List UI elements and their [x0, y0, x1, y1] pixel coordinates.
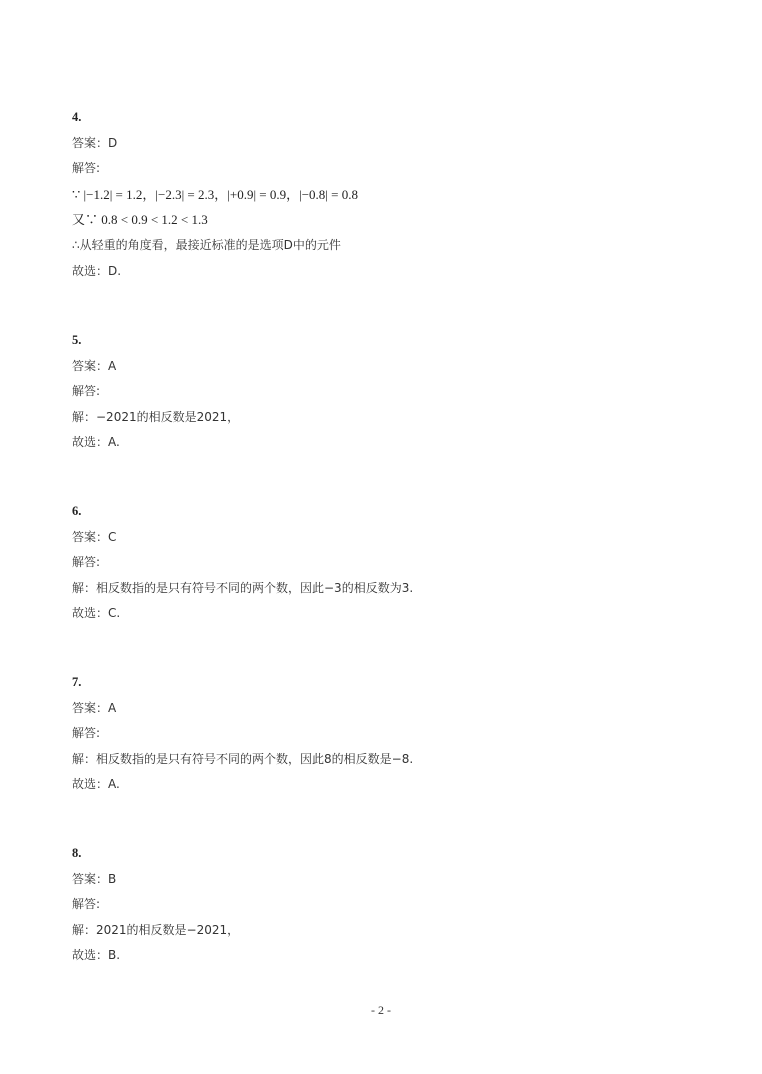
- question-4: [72, 105, 712, 284]
- solution-label: 解答:: [72, 161, 101, 176]
- solution-line: 解：相反数指的是只有符号不同的两个数，因此−3的相反数为3.: [72, 580, 414, 595]
- answer-line: 答案：A: [72, 700, 117, 715]
- question-5: [72, 328, 712, 456]
- solution-line: 解：−2021的相反数是2021，: [72, 409, 240, 424]
- conclusion-line: 故选：B.: [72, 948, 121, 963]
- conclusion-line: 故选：D.: [72, 263, 122, 278]
- question-8: [72, 841, 712, 969]
- question-6: [72, 499, 712, 627]
- question-number: 4.: [72, 110, 82, 124]
- solution-line: ∴从轻重的角度看，最接近标准的是选项D中的元件: [72, 237, 341, 252]
- question-number: 5.: [72, 333, 82, 347]
- solution-line: ∵ |−1.2| = 1.2，|−2.3| = 2.3，|+0.9| = 0.9，|−0.8| = 0.8: [72, 186, 358, 202]
- question-number: 8.: [72, 846, 82, 860]
- answer-line: 答案：A: [72, 358, 117, 373]
- answer-line: 答案：D: [72, 135, 118, 150]
- question-7: [72, 670, 712, 798]
- solution-line: 解：2021的相反数是−2021，: [72, 922, 240, 937]
- solution-line: 解：相反数指的是只有符号不同的两个数，因此8的相反数是−8.: [72, 751, 414, 766]
- conclusion-line: 故选：C.: [72, 606, 121, 621]
- solution-line: 又∵ 0.8 < 0.9 < 1.2 < 1.3: [72, 212, 208, 228]
- solution-label: 解答:: [72, 726, 101, 741]
- solution-label: 解答:: [72, 897, 101, 912]
- question-number: 7.: [72, 675, 82, 689]
- solution-label: 解答:: [72, 555, 101, 570]
- page-number: - 2 -: [371, 1003, 391, 1017]
- question-number: 6.: [72, 504, 82, 518]
- answer-line: 答案：C: [72, 529, 117, 544]
- answer-line: 答案：B: [72, 871, 117, 886]
- solution-label: 解答:: [72, 384, 101, 399]
- conclusion-line: 故选：A.: [72, 435, 120, 450]
- conclusion-line: 故选：A.: [72, 777, 120, 792]
